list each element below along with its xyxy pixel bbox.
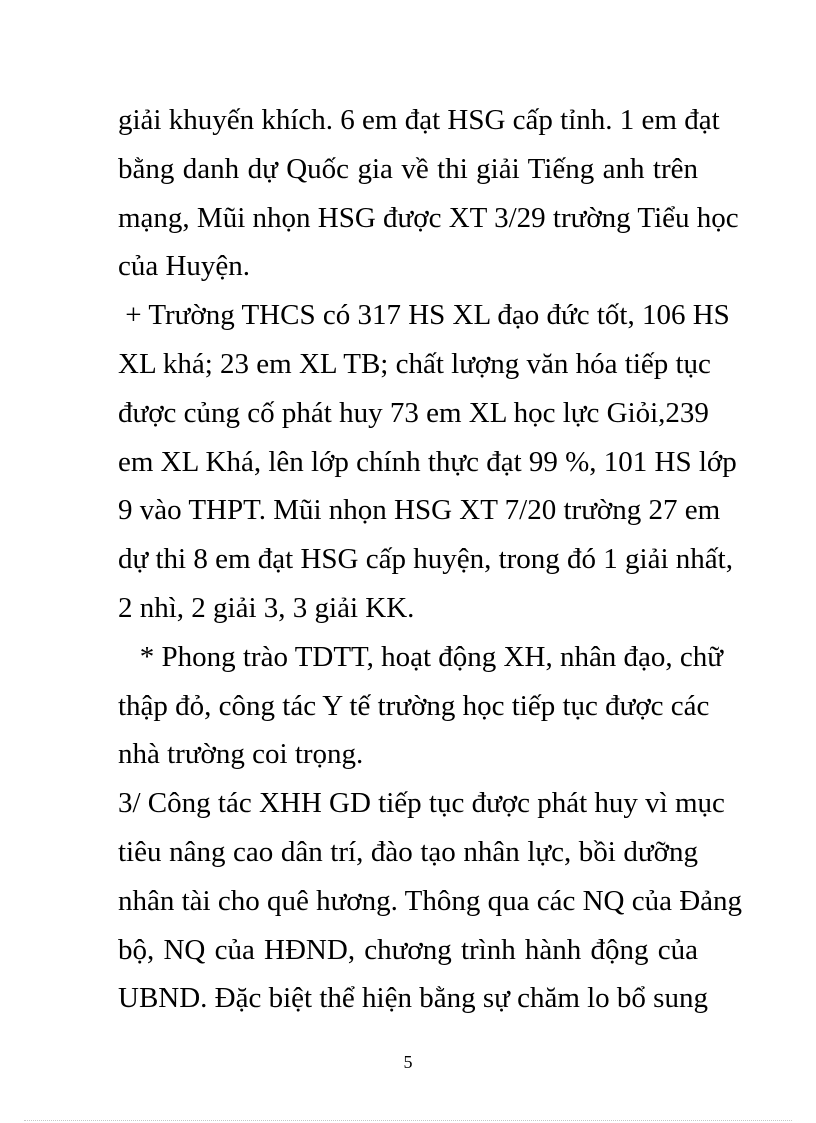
text-line: của Huyện. (118, 250, 251, 283)
text-line: bằng danh dự Quốc gia về thi giải Tiếng anh trên (118, 152, 698, 185)
text-line: tiêu nâng cao dân trí, đào tạo nhân lực, bồi dưỡng (118, 835, 698, 868)
text-line: được củng cố phát huy 73 em XL học lực Giỏi,239 (118, 396, 709, 429)
document-body (118, 96, 743, 1023)
paragraph-awards (118, 96, 739, 291)
text-line: * Phong trào TDTT, hoạt động XH, nhân đạo, chữ (118, 640, 724, 673)
text-line: + Trường THCS có 317 HS XL đạo đức tốt, 106 HS (118, 299, 730, 332)
paragraph-thcs (118, 291, 737, 633)
paragraph-xhh-gd (118, 779, 743, 1023)
text-line: em XL Khá, lên lớp chính thực đạt 99 %, 101 HS lớp (118, 445, 737, 478)
text-line: dự thi 8 em đạt HSG cấp huyện, trong đó 1 giải nhất, (118, 543, 733, 576)
text-line: bộ, NQ của HĐND, chương trình hành động của (118, 933, 698, 966)
text-line: nhà trường coi trọng. (118, 738, 364, 771)
paragraph-tdtt (118, 633, 724, 779)
text-line: giải khuyến khích. 6 em đạt HSG cấp tỉnh. 1 em đạt (118, 104, 720, 136)
page-number: 5 (403, 1052, 413, 1072)
text-line: UBND. Đặc biệt thể hiện bằng sự chăm lo bổ sung (118, 982, 708, 1015)
text-line: 3/ Công tác XHH GD tiếp tục được phát huy vì mục (118, 787, 725, 820)
text-line: nhân tài cho quê hương. Thông qua các NQ của Đảng (118, 884, 743, 917)
page-bottom-divider (24, 1120, 792, 1121)
text-line: 9 vào THPT. Mũi nhọn HSG XT 7/20 trường 27 em (118, 494, 721, 527)
text-line: XL khá; 23 em XL TB; chất lượng văn hóa tiếp tục (118, 347, 711, 380)
text-line: 2 nhì, 2 giải 3, 3 giải KK. (118, 591, 415, 624)
text-line: mạng, Mũi nhọn HSG được XT 3/29 trường Tiểu học (118, 201, 739, 234)
text-line: thập đỏ, công tác Y tế trường học tiếp tục được các (118, 689, 710, 722)
